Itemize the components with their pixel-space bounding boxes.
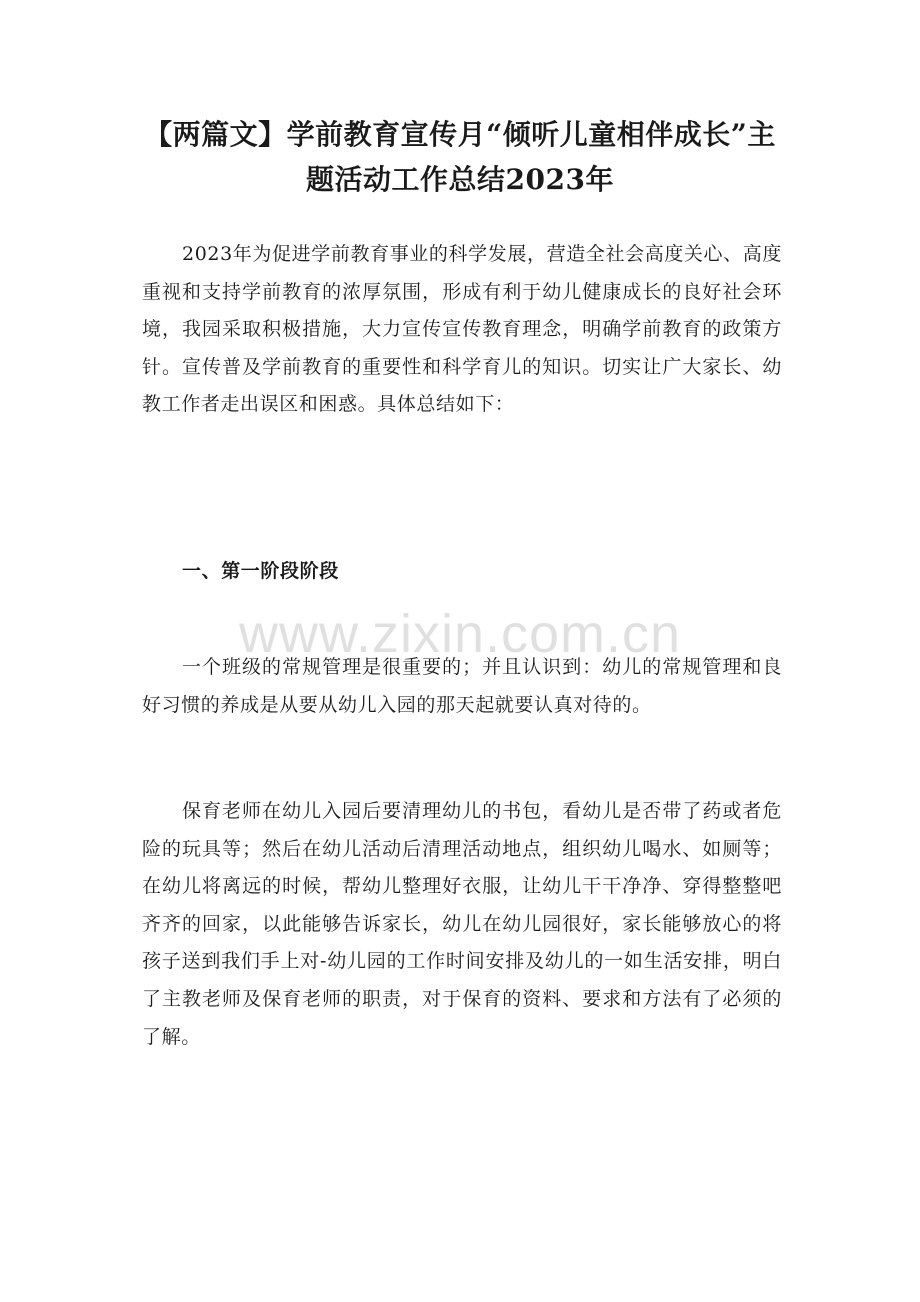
paragraph-2: 保育老师在幼儿入园后要清理幼儿的书包，看幼儿是否带了药或者危险的玩具等；然后在幼儿活动后清理活动地点，组织幼儿喝水、如厕等；在幼儿将离远的时候，帮幼儿整理好衣服，让幼儿干干净净、穿得整整吧齐齐的回家，以此能够告诉家长，幼儿在幼儿园很好，家长能够放心的将孩子送到我们手上对-幼儿园的工作时间安排及幼儿的一如生活安排，明白了主教老师及保育老师的职责，对于保育的资料、要求和方法有了必须的了解。 xyxy=(142,800,782,1048)
document-title: 【两篇文】学前教育宣传月“倾听儿童相伴成长”主题活动工作总结2023年 xyxy=(144,118,776,196)
watermark: www.zixin.com.cn xyxy=(238,604,682,664)
section-heading-1: 一、第一阶段阶段 xyxy=(182,560,339,582)
paragraph-1: 一个班级的常规管理是很重要的；并且认识到：幼儿的常规管理和良好习惯的养成是从要从幼儿入园的那天起就要认真对待的。 xyxy=(142,656,782,716)
intro-paragraph: 2023年为促进学前教育事业的科学发展，营造全社会高度关心、高度重视和支持学前教育的浓厚氛围，形成有利于幼儿健康成长的良好社会环境，我园采取积极措施，大力宣传宣传教育理念，明确学前教育的政策方针。宣传普及学前教育的重要性和科学育儿的知识。切实让广大家长、幼教工作者走出误区和困惑。具体总结如下： xyxy=(142,243,782,416)
